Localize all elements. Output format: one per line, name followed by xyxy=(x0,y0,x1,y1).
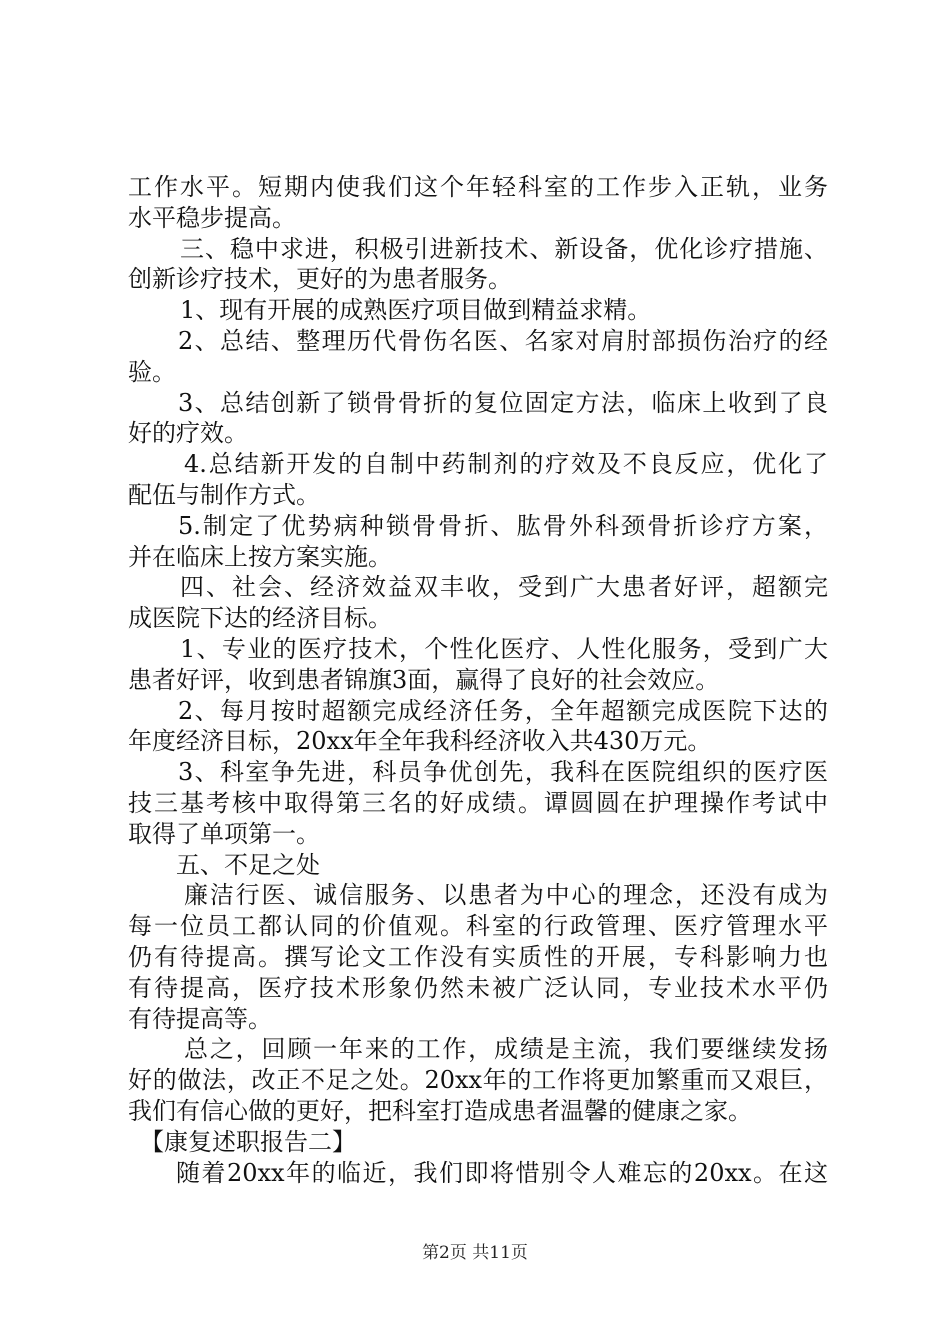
text-line-6: 2、总结、整理历代骨伤名医、名家对肩肘部损伤治疗的经 xyxy=(178,326,828,355)
text-line-30: 好的做法，改正不足之处。20xx年的工作将更加繁重而又艰巨， xyxy=(128,1066,828,1095)
text-line-19: 年度经济目标，20xx年全年我科经济收入共430万元。 xyxy=(128,727,712,756)
text-line-13: 并在临床上按方案实施。 xyxy=(128,542,392,571)
text-line-16: 1、专业的医疗技术，个性化医疗、人性化服务，受到广大 xyxy=(180,634,828,663)
text-line-29: 总之，回顾一年来的工作，成绩是主流，我们要继续发扬 xyxy=(184,1035,828,1064)
text-line-33: 随着20xx年的临近，我们即将惜别令人难忘的20xx。在这 xyxy=(176,1158,828,1187)
text-line-2: 水平稳步提高。 xyxy=(128,203,296,232)
text-line-11: 配伍与制作方式。 xyxy=(128,480,320,509)
text-line-5: 1、现有开展的成熟医疗项目做到精益求精。 xyxy=(180,296,652,325)
text-line-25: 每一位员工都认同的价值观。科室的行政管理、医疗管理水平 xyxy=(128,912,828,941)
text-line-8: 3、总结创新了锁骨骨折的复位固定方法，临床上收到了良 xyxy=(178,388,828,417)
text-line-24: 廉洁行医、诚信服务、以患者为中心的理念，还没有成为 xyxy=(184,881,828,910)
text-line-7: 验。 xyxy=(128,357,176,386)
text-line-22: 取得了单项第一。 xyxy=(128,819,320,848)
page-number-footer: 第2页 共11页 xyxy=(422,1243,528,1263)
text-line-26: 仍有待提高。撰写论文工作没有实质性的开展，专科影响力也 xyxy=(128,942,828,971)
text-line-31: 我们有信心做的更好，把科室打造成患者温馨的健康之家。 xyxy=(128,1096,752,1125)
text-line-15: 成医院下达的经济目标。 xyxy=(128,604,392,633)
text-line-23: 五、不足之处 xyxy=(176,850,320,879)
text-line-1: 工作水平。短期内使我们这个年轻科室的工作步入正轨，业务 xyxy=(128,173,828,201)
text-line-18: 2、每月按时超额完成经济任务，全年超额完成医院下达的 xyxy=(178,696,828,725)
section-heading: 【康复述职报告二】 xyxy=(140,1127,356,1156)
text-line-20: 3、科室争先进，科员争优创先，我科在医院组织的医疗医 xyxy=(178,758,828,787)
text-line-14: 四、社会、经济效益双丰收，受到广大患者好评，超额完 xyxy=(180,573,828,602)
text-line-27: 有待提高，医疗技术形象仍然未被广泛认同，专业技术水平仍 xyxy=(128,973,828,1002)
document-body xyxy=(128,172,828,1188)
text-line-10: 4.总结新开发的自制中药制剂的疗效及不良反应，优化了 xyxy=(184,450,828,479)
text-line-9: 好的疗效。 xyxy=(128,419,248,448)
text-line-4: 创新诊疗技术，更好的为患者服务。 xyxy=(128,265,512,294)
text-line-12: 5.制定了优势病种锁骨骨折、肱骨外科颈骨折诊疗方案， xyxy=(178,511,828,540)
text-line-17: 患者好评，收到患者锦旗3面，赢得了良好的社会效应。 xyxy=(128,665,720,694)
text-line-3: 三、稳中求进，积极引进新技术、新设备，优化诊疗措施、 xyxy=(180,234,828,263)
text-line-21: 技三基考核中取得第三名的好成绩。谭圆圆在护理操作考试中 xyxy=(128,788,828,817)
text-line-28: 有待提高等。 xyxy=(128,1004,272,1033)
